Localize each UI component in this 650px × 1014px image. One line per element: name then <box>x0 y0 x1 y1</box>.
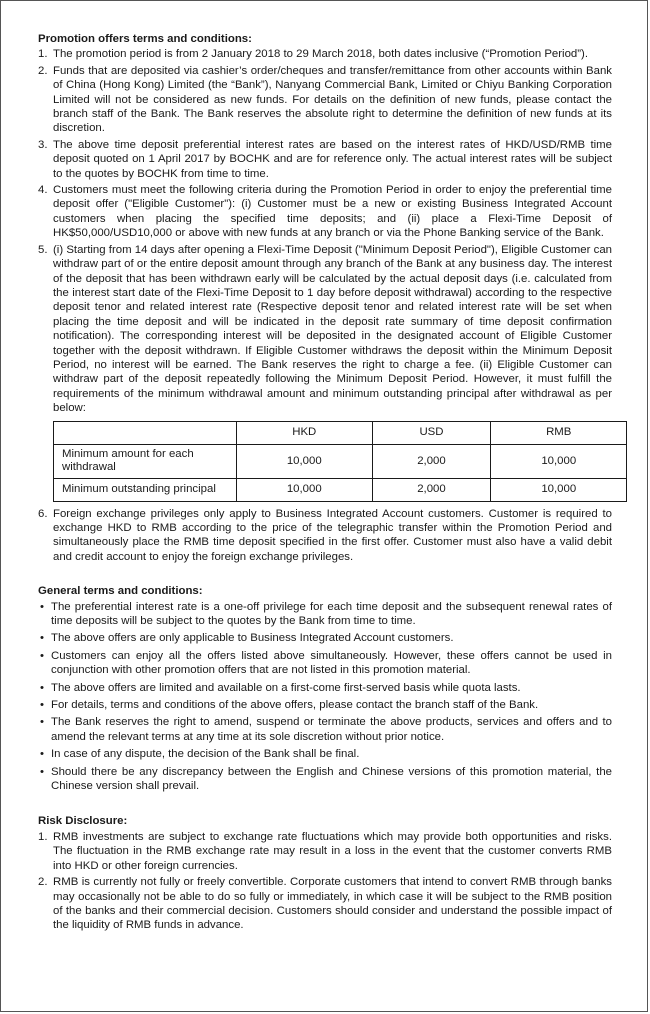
table-cell-label: Minimum outstanding principal <box>54 478 237 501</box>
table-header-cell <box>54 421 237 444</box>
general-item <box>38 600 612 629</box>
promotion-item <box>38 243 612 416</box>
table-cell: 2,000 <box>372 478 491 501</box>
risk-item <box>38 830 612 873</box>
table-row <box>54 478 627 501</box>
item-number: 5. <box>38 243 48 256</box>
item-text: The preferential interest rate is a one-off privilege for each time deposit and the subsequent renewal rates of time deposits will be subject to the quotes by the Bank from time to time. <box>51 600 612 627</box>
item-text: RMB is currently not fully or freely convertible. Corporate customers that intend to convert RMB through banks may occasionally not be able to do so fully or immediately, in which case it will be subject to the RMB position of the banks and their commercial decision. Customers should consider and understand the possible impact of the liquidity of RMB funds in advance. <box>53 876 612 932</box>
bullet-dot: • <box>40 649 44 662</box>
item-text: RMB investments are subject to exchange rate fluctuations which may provide both opportunities and risks. The fluctuation in the RMB exchange rate may result in a loss in the event that the customer converts RMB into HKD or other foreign currencies. <box>53 830 612 872</box>
item-number: 4. <box>38 184 48 197</box>
item-text: Foreign exchange privileges only apply to Business Integrated Account customers. Customer is required to exchange HKD to RMB according to the price of the telegraphic transfer within the Promotion Period and simultaneously place the RMB time deposit specified in the first offer. Customer must also have a valid debit and credit account to enjoy the foreign exchange privileges. <box>53 507 612 563</box>
item-text: The promotion period is from 2 January 2018 to 29 March 2018, both dates inclusive (“Promotion Period”). <box>53 48 588 61</box>
table-cell: 10,000 <box>237 444 373 478</box>
general-item <box>38 715 612 744</box>
general-item <box>38 765 612 794</box>
table-header-row <box>54 421 627 444</box>
general-item <box>38 681 612 695</box>
terms-content <box>38 32 612 935</box>
item-text: (i) Starting from 14 days after opening a Flexi-Time Deposit ("Minimum Deposit Period"), Eligible Customer can withdraw part of or the entire deposit amount through any branch of the Bank at any business day. The interest of the deposit that has been withdrawn early will be calculated by the actual deposit days (i.e. calculated from the interest start date of the Flexi-Time Deposit to 1 day before deposit withdrawal) according to the respective deposit tenor and related interest rate (Respective deposit tenor and related interest rate will be set when placing the time deposit and will be indicated in the deposit rate summary of time deposit confirmation notification). The corresponding interest will be deposited in the designated account of Eligible Customer together with the deposit withdrawn. If Eligible Customer withdraws the deposit within the Minimum Deposit Period, no interest will be earned. The Bank reserves the right to charge a fee. (ii) Eligible Customer can withdraw part of the deposit repeatedly following the Minimum Deposit Period. However, it must fulfill the requirements of the minimum withdrawal amount and minimum outstanding principal after withdrawal as per below: <box>53 243 612 415</box>
bullet-dot: • <box>40 681 44 694</box>
item-number: 3. <box>38 138 48 151</box>
item-text: Should there be any discrepancy between the English and Chinese versions of this promotion material, the Chinese version shall prevail. <box>51 765 612 793</box>
item-text: Customers must meet the following criteria during the Promotion Period in order to enjoy the preferential time deposit offer ("Eligible Customer"): (i) Customer must be a new or existing Business Integrated Account customers when placing the specified time deposits; and (ii) place a Flexi-Time Deposit of HK$50,000/USD10,000 or above with new funds at any branch or via the Phone Banking service of the Bank. <box>53 184 612 240</box>
general-item <box>38 698 612 712</box>
table-cell: 10,000 <box>491 444 627 478</box>
risk-item <box>38 875 612 933</box>
promotion-item <box>38 183 612 241</box>
item-text: In case of any dispute, the decision of the Bank shall be final. <box>51 748 360 761</box>
table-cell: 10,000 <box>491 478 627 501</box>
table-header-cell: HKD <box>237 421 373 444</box>
item-text: Customers can enjoy all the offers listed above simultaneously. However, these offers cannot be used in conjunction with other promotion offers that are not listed in this promotion material. <box>51 649 612 677</box>
general-item <box>38 649 612 678</box>
table-cell: 2,000 <box>372 444 491 478</box>
table-cell: 10,000 <box>237 478 373 501</box>
item-number: 2. <box>38 64 48 77</box>
item-number: 1. <box>38 48 48 61</box>
item-text: The above time deposit preferential interest rates are based on the interest rates of HKD/USD/RMB time deposit quoted on 1 April 2017 by BOCHK and are for reference only. The actual interest rates will be subject to the quotes by BOCHK from time to time. <box>53 138 612 180</box>
general-item <box>38 631 612 645</box>
item-text: Funds that are deposited via cashier’s order/cheques and transfer/remittance from other accounts within Bank of China (Hong Kong) Limited (the “Bank”), Nanyang Commercial Bank, Limited or Chiyu Banking Corporation Limited will not be considered as new funds. For details on the definition of new funds, please contact the branch staff of the Bank. The Bank reserves the absolute right to determine the definition of new funds at its discretion. <box>53 64 612 135</box>
promotion-item <box>38 138 612 181</box>
item-number: 2. <box>38 876 48 889</box>
bullet-dot: • <box>40 632 44 645</box>
item-text: The above offers are limited and available on a first-come first-served basis while quota lasts. <box>51 681 521 694</box>
table-header-cell: RMB <box>491 421 627 444</box>
bullet-dot: • <box>40 600 44 613</box>
general-heading: General terms and conditions: <box>38 585 203 598</box>
item-number: 6. <box>38 507 48 520</box>
bullet-dot: • <box>40 699 44 712</box>
table-header-cell: USD <box>372 421 491 444</box>
promotion-item <box>38 64 612 136</box>
bullet-dot: • <box>40 748 44 761</box>
bullet-dot: • <box>40 716 44 729</box>
item-text: For details, terms and conditions of the above offers, please contact the branch staff of the Bank. <box>51 699 539 712</box>
item-text: The Bank reserves the right to amend, suspend or terminate the above products, services and offers and to amend the relevant terms at any time at its sole discretion without prior notice. <box>51 716 612 743</box>
promotion-item <box>38 507 612 565</box>
risk-heading: Risk Disclosure: <box>38 815 128 828</box>
table-row <box>54 444 627 478</box>
promotion-item <box>38 47 612 61</box>
item-number: 1. <box>38 830 48 843</box>
promotion-heading: Promotion offers terms and conditions: <box>38 33 252 45</box>
table-cell-label: Minimum amount for each withdrawal <box>54 444 237 478</box>
general-item <box>38 747 612 761</box>
withdrawal-requirements-table <box>53 421 627 502</box>
bullet-dot: • <box>40 765 44 778</box>
item-text: The above offers are only applicable to Business Integrated Account customers. <box>51 632 454 645</box>
